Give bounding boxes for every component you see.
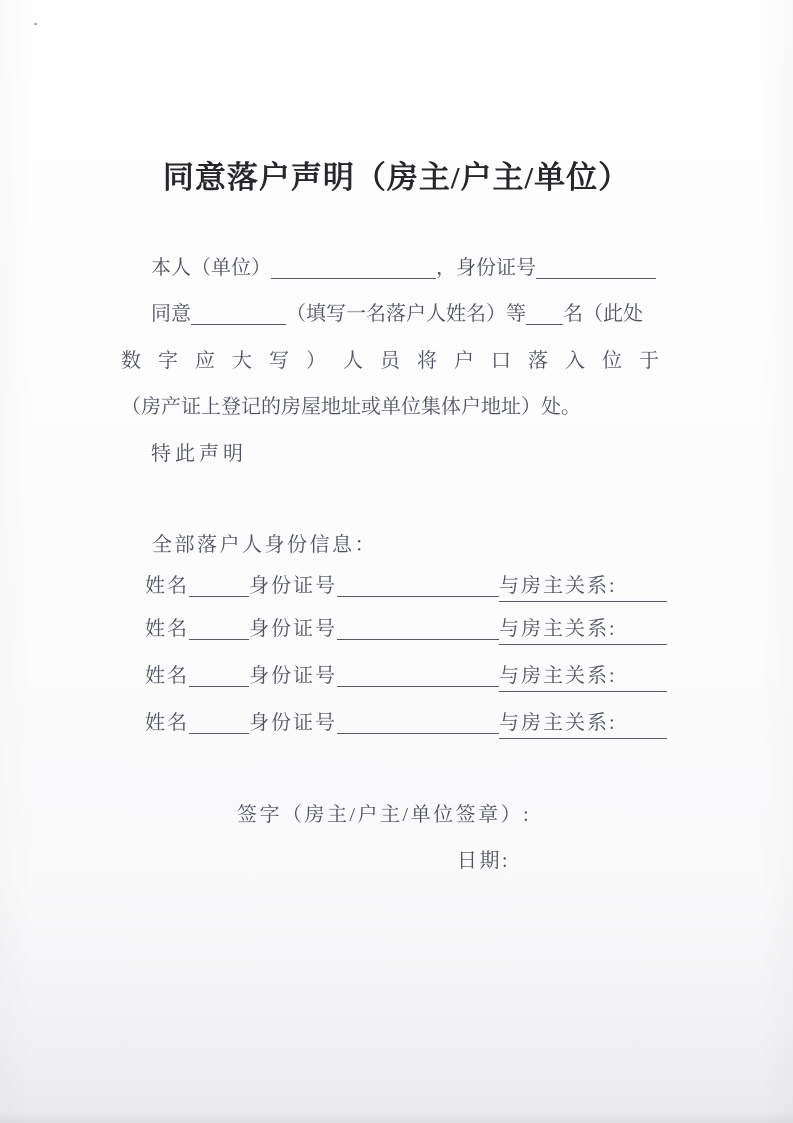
line1-label-id-number: ，身份证号	[436, 257, 536, 279]
declaration-line-2	[121, 302, 711, 326]
name-blank	[189, 670, 249, 687]
id-number-blank	[337, 670, 499, 687]
name-label: 姓名	[145, 712, 189, 734]
declaration-line-4: （房产证上登记的房屋地址或单位集体户地址）处。	[121, 396, 581, 418]
declaration-line-3: 数字应大写）人员将户口落入位于	[121, 350, 676, 372]
line2-suffix: 名（此处	[563, 303, 643, 325]
resident-name-blank	[191, 308, 286, 325]
id-number-label: 身份证号	[249, 575, 337, 597]
page-title: 同意落户声明（房主/户主/单位）	[162, 160, 631, 195]
id-number-label: 身份证号	[249, 712, 337, 734]
resident-info-row	[145, 711, 685, 735]
name-blank	[189, 580, 249, 597]
closing-statement: 特此声明	[151, 443, 247, 465]
scan-speck	[34, 23, 37, 25]
date-label: 日期:	[457, 850, 511, 872]
name-blank	[189, 623, 249, 640]
resident-count-blank	[526, 308, 563, 325]
applicant-id-blank	[536, 262, 656, 279]
id-number-blank	[337, 623, 499, 640]
relation-label: 与房主关系:	[499, 665, 667, 692]
line1-label-applicant: 本人（单位）	[151, 257, 271, 279]
line2-note: （填写一名落户人姓名）等	[286, 303, 526, 325]
id-number-blank	[337, 717, 499, 734]
resident-info-row	[145, 574, 685, 598]
declaration-line-1	[121, 256, 711, 280]
signature-label: 签字（房主/户主/单位签章）:	[237, 804, 532, 826]
resident-info-row	[145, 617, 685, 641]
relation-label: 与房主关系:	[499, 712, 667, 739]
relation-label: 与房主关系:	[499, 618, 667, 645]
applicant-name-blank	[271, 262, 436, 279]
relation-label: 与房主关系:	[499, 575, 667, 602]
residents-section-heading: 全部落户人身份信息：	[152, 534, 377, 556]
name-blank	[189, 717, 249, 734]
name-label: 姓名	[145, 575, 189, 597]
line2-label-consent: 同意	[151, 303, 191, 325]
id-number-blank	[337, 580, 499, 597]
id-number-label: 身份证号	[249, 665, 337, 687]
name-label: 姓名	[145, 618, 189, 640]
resident-info-row	[145, 664, 685, 688]
id-number-label: 身份证号	[249, 618, 337, 640]
name-label: 姓名	[145, 665, 189, 687]
